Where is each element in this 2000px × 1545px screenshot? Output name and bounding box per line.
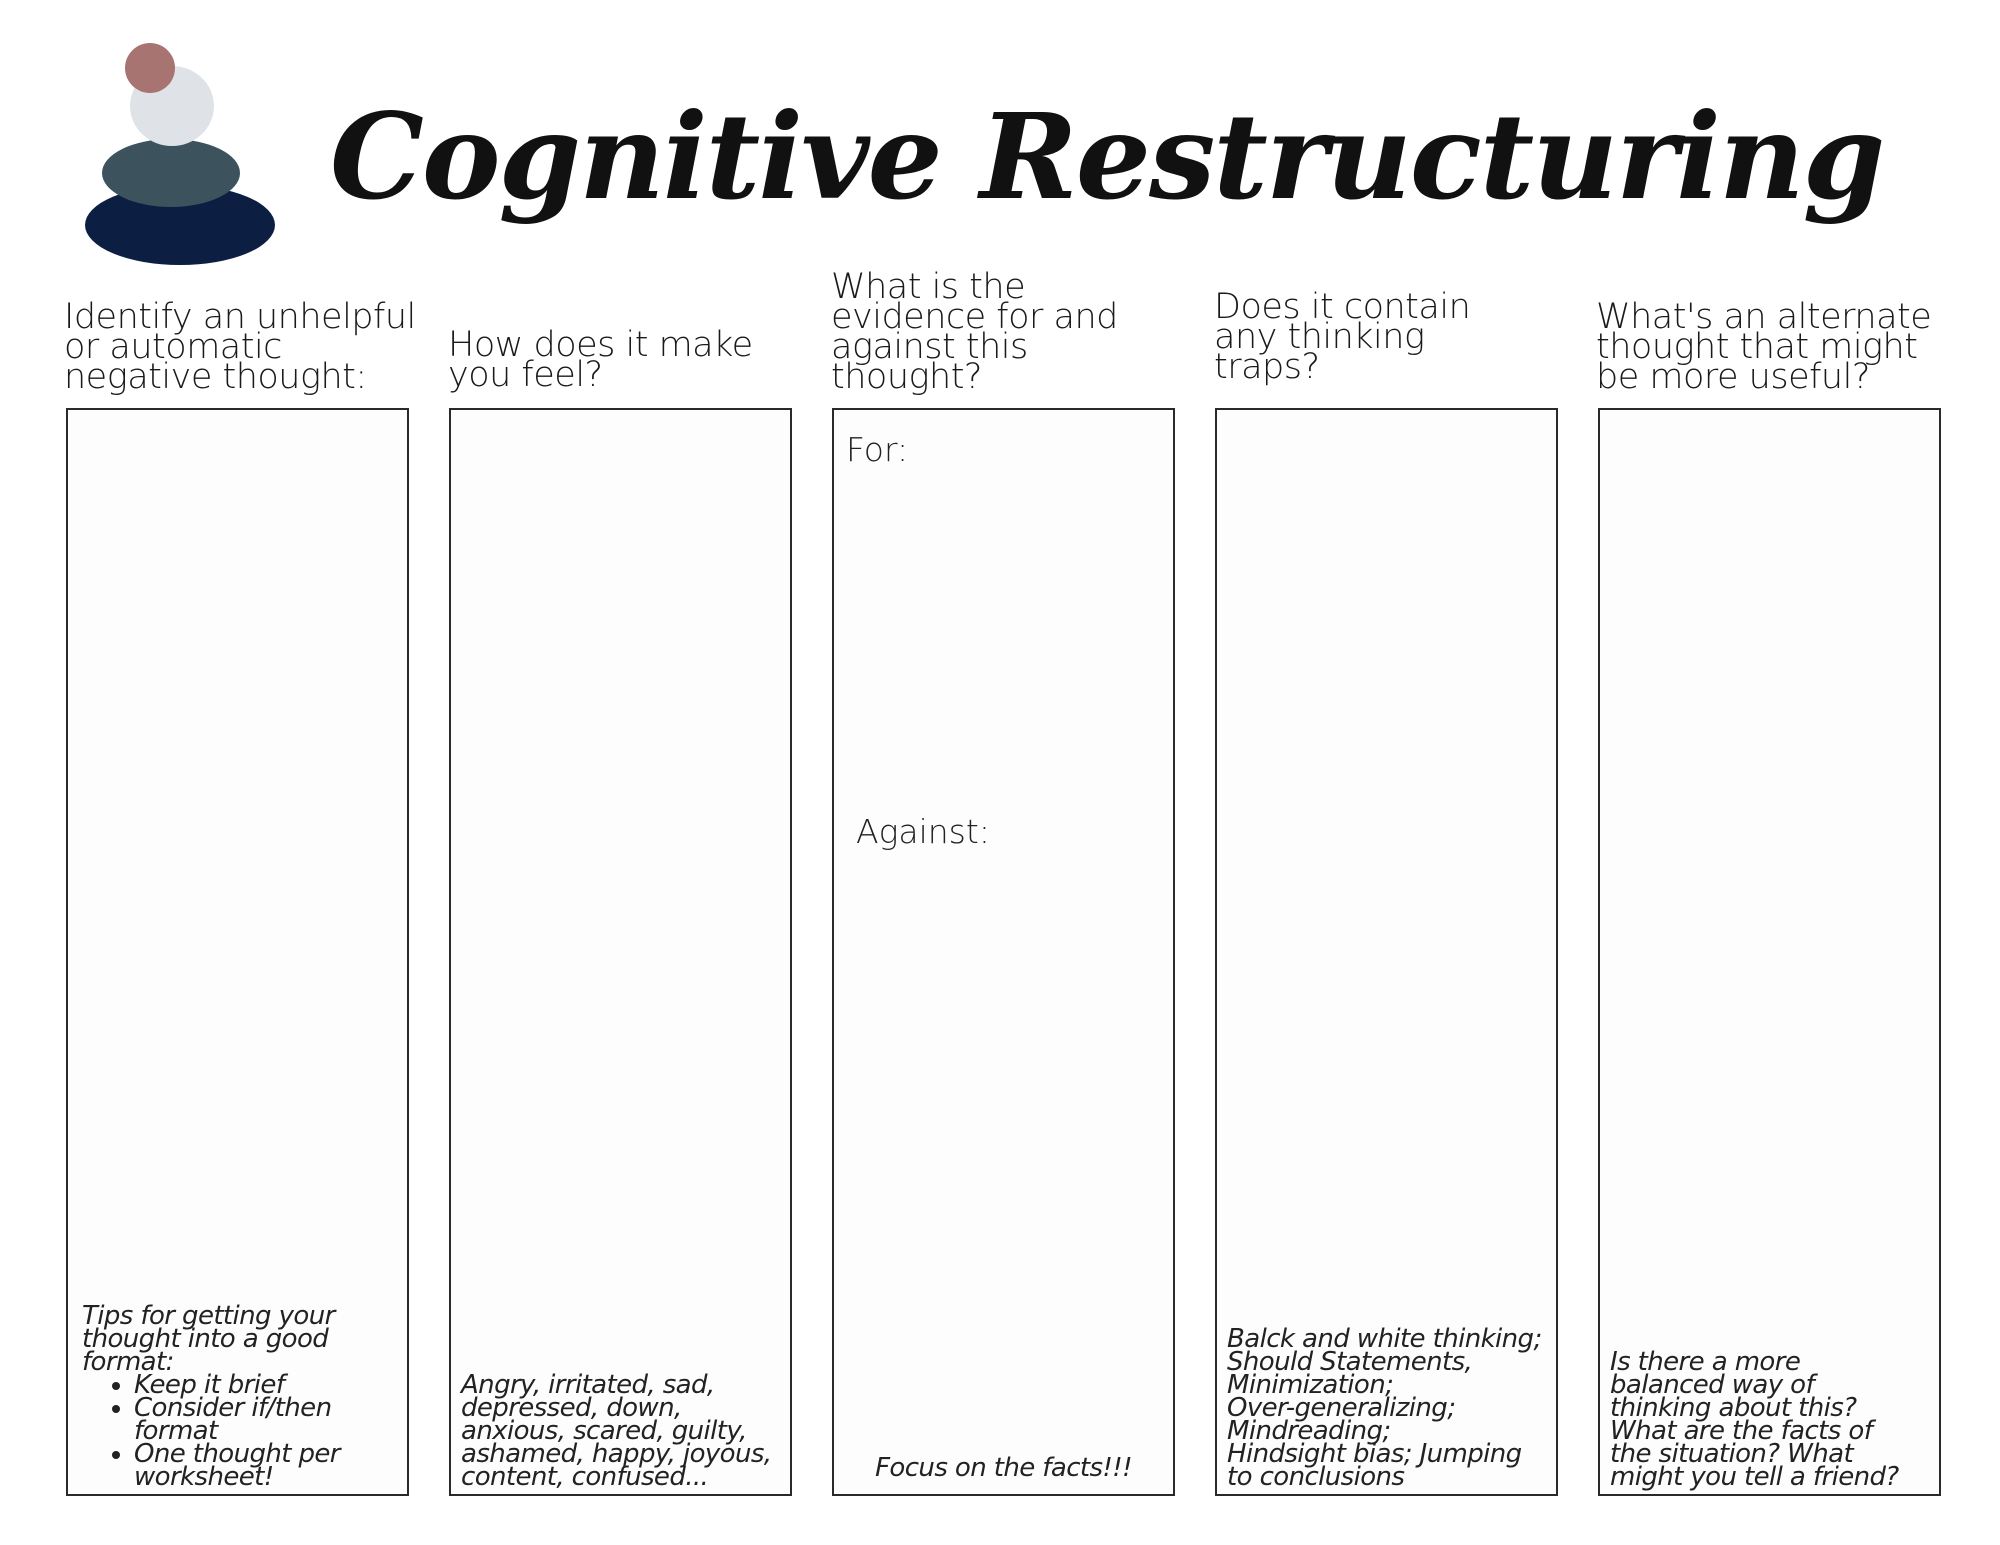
column-2-box[interactable] — [449, 408, 792, 1496]
column-4-traps-hint: Balck and white thinking; Should Statements, Minimization; Over-generalizing; Mindreading; Hindsight bias; Jumping to conclusions — [1227, 1324, 1542, 1492]
column-3-heading: What is the evidence for and against this thought? — [831, 267, 1118, 397]
column-5-box[interactable] — [1598, 408, 1941, 1496]
column-1-tips-intro: Tips for getting your thought into a good format: — [82, 1301, 335, 1377]
against-label: Against: — [856, 812, 990, 851]
mid-stone — [102, 139, 240, 207]
column-2-feelings-hint: Angry, irritated, sad, depressed, down, anxious, scared, guilty, ashamed, happy, joyous, content, confused... — [461, 1370, 772, 1492]
column-3-facts-hint: Focus on the facts!!! — [875, 1453, 1132, 1483]
page-title: Cognitive Restructuring — [330, 87, 1884, 226]
list-item: • One thought per worksheet! — [134, 1443, 454, 1489]
for-label: For: — [846, 430, 909, 469]
list-item: • Consider if/then format — [134, 1397, 454, 1443]
stacked-stones-logo — [80, 38, 280, 268]
column-4-heading: Does it contain any thinking traps? — [1214, 287, 1471, 387]
column-1-heading: Identify an unhelpful or automatic negative thought: — [64, 297, 416, 397]
top-stone — [125, 43, 175, 93]
column-4-box[interactable] — [1215, 408, 1558, 1496]
list-item: • Keep it brief — [134, 1374, 454, 1397]
column-2-heading: How does it make you feel? — [448, 325, 753, 395]
column-1-box[interactable] — [66, 408, 409, 1496]
column-5-alternate-hint: Is there a more balanced way of thinking about this? What are the facts of the situation? What might you tell a friend? — [1610, 1347, 1899, 1492]
column-1-tips-list — [82, 1370, 454, 1492]
column-3-box[interactable] — [832, 408, 1175, 1496]
column-5-heading: What's an alternate thought that might be more useful? — [1596, 297, 1932, 397]
